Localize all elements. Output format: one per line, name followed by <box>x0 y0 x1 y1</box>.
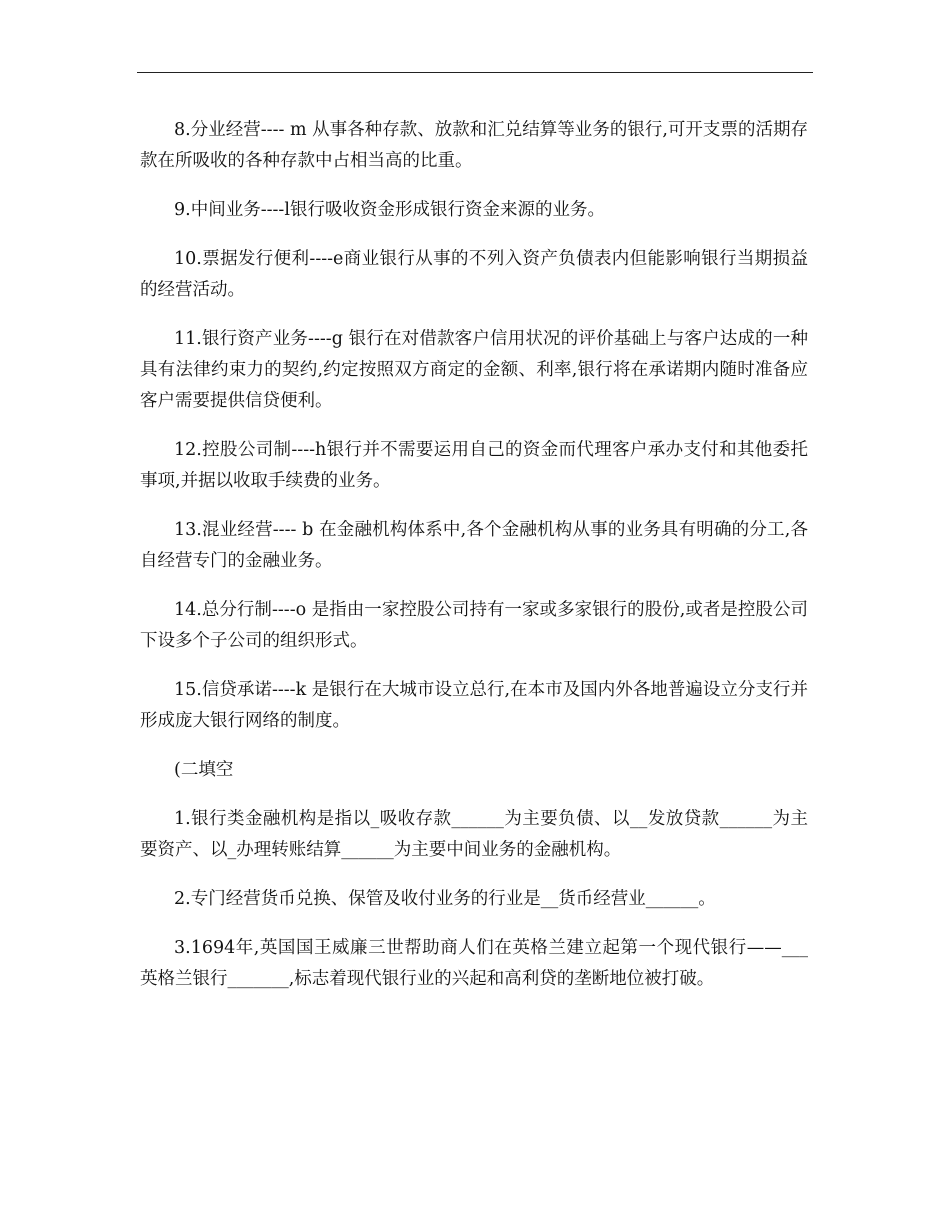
section-heading-fill-blank: (二填空 <box>174 760 234 780</box>
definition-paragraph-13: 13.混业经营---- b 在金融机构体系中,各个金融机构从事的业务具有明确的分工,各自经营专门的金融业务。 <box>140 520 808 571</box>
document-body <box>140 115 808 1013</box>
definition-paragraph-14: 14.总分行制----o 是指由一家控股公司持有一家或多家银行的股份,或者是控股公司下设多个子公司的组织形式。 <box>140 600 808 651</box>
definition-paragraph-11: 11.银行资产业务----g 银行在对借款客户信用状况的评价基础上与客户达成的一种具有法律约束力的契约,约定按照双方商定的金额、利率,银行将在承诺期内随时准备应客户需要提供信贷便利。 <box>140 329 808 411</box>
fill-blank-item-1: 1.银行类金融机构是指以_吸收存款______为主要负债、以__发放贷款______为主要资产、以_办理转账结算______为主要中间业务的金融机构。 <box>140 809 808 860</box>
fill-blank-item-3: 3.1694年,英国国王威廉三世帮助商人们在英格兰建立起第一个现代银行——___英格兰银行_______,标志着现代银行业的兴起和高利贷的垄断地位被打破。 <box>140 938 808 989</box>
header-rule <box>137 72 813 73</box>
fill-blank-item-2: 2.专门经营货币兑换、保管及收付业务的行业是__货币经营业______。 <box>174 889 716 909</box>
definition-paragraph-15: 15.信贷承诺----k 是银行在大城市设立总行,在本市及国内外各地普遍设立分支行并形成庞大银行网络的制度。 <box>140 680 808 731</box>
definition-paragraph-12: 12.控股公司制----h银行并不需要运用自己的资金而代理客户承办支付和其他委托事项,并据以收取手续费的业务。 <box>140 440 808 491</box>
definition-paragraph-9: 9.中间业务----l银行吸收资金形成银行资金来源的业务。 <box>174 200 605 220</box>
definition-paragraph-8: 8.分业经营---- m 从事各种存款、放款和汇兑结算等业务的银行,可开支票的活期存款在所吸收的各种存款中占相当高的比重。 <box>140 120 808 171</box>
definition-paragraph-10: 10.票据发行便利----e商业银行从事的不列入资产负债表内但能影响银行当期损益的经营活动。 <box>140 249 808 300</box>
